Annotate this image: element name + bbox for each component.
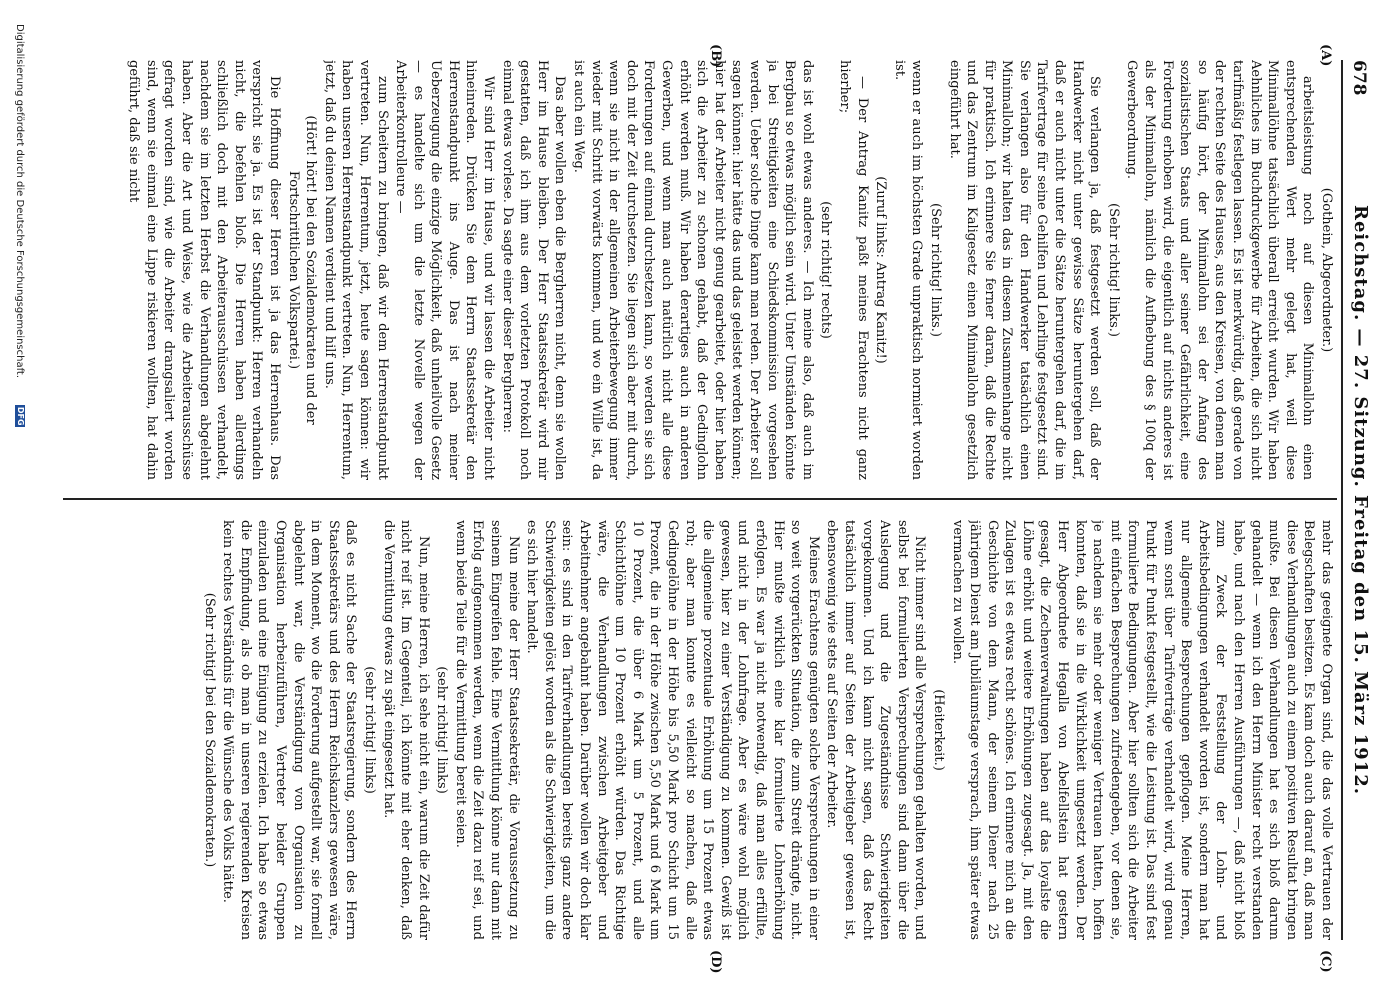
paragraph: Die Hoffnung dieser Herren ist ja das Herrenhaus. Das verspricht sie ja. Es ist der Standpunkt: Herren verhandeln nicht, die befehlen bloß. Die Herren haben allerdings schließlich doch mit den Arbeiterausschüssen verhandelt, nachdem sie im letzten Herbst die Verhandlungen abgelehnt haben. Aber die Art und Weise, wie die Arbeiterausschüsse gefragt worden sind, wie die Arbeiter drangsaliert worden sind, wenn sie einmal eine Lippe riskieren wollten, hat dahin geführt, daß sie nicht [126,60,282,480]
margin-letter-a: (A) [1318,44,1333,67]
paragraph: Nicht immer sind alle Versprechungen gehalten worden, und selbst bei formulierten Versprechungen sind dann über die Auslegung und die Zugeständnisse Schwierigkeiten vorgekommen. Und ich kann nicht sagen, daß das Recht tatsächlich immer auf Seiten der Arbeitgeber gewesen ist, ebensowenig wie stets auf Seiten der Arbeiter. [824,520,928,940]
speaker-note: (Gothein, Abgeordneter.) [1319,187,1334,353]
paragraph: das ist wohl etwas anderes. — Ich meine also, daß auch im Bergbau so etwas möglich sein wird. Unter Umständen könnte ja bei Streitigkeiten eine Schiedskommission vorgesehen werden. Ueber solche Dinge kann man reden. Der Arbeiter soll sagen können: hier hätte das und das geleistet werden können; hier hat der Arbeiter nicht genug gearbeitet, oder hier haben sich die Arbeiter zu schonen gehabt, daß der Gedinglohn erhöht werden muß. Wir haben derartiges auch in anderen Gewerben, und wenn man auch natürlich nicht alle diese Forderungen auf einmal durchsetzen kann, so werden sie sich doch mit der Zeit durchsetzen. Sie liegen sich aber mit durch, wenn sie nicht in der allgemeinen Arbeiterbewegung immer wieder mit Schritt vorwärts kommen, und wo ein Wille ist, da ist auch ein Weg. [571,60,815,480]
margin-letter-c: (C) [1318,950,1333,973]
column-divider [63,498,1337,500]
quotation: zum Scheitern zu bringen, daß wir dem Herrenstandpunkt vertreten. Nun, Herrentum, jetzt, heute sagen können: wir haben unseren Herrenstandpunkt vertreten. Nun, Herrentum, jetzt, daß du deinen Namen verdient und hilf uns. [321,60,390,480]
interjection: (Zuruf links: Antrag Kanitz!) [873,176,889,364]
quotation: Wir sind Herr im Hause, und wir lassen die Arbeiter nicht hineinreden. Drücken Sie dem Herrn Staatssekretär den Herrenstandpunkt ins Auge. Das ist nach meiner Ueberzeugung die einzige Möglichkeit, daß unheilvolle Gesetz — es handelte sich um die letzte Novelle wegen der Arbeiterkontrolleure — [393,60,497,480]
interjection: (sehr richtig! links) [434,666,450,794]
paragraph: wenn er auch im höchsten Grade unpraktisch normiert worden ist. [891,60,925,480]
dfg-logo-icon: DFG [16,406,25,426]
interjection: (Sehr richtig! bei den Sozialdemokraten.) [201,592,217,868]
paragraph: — Der Antrag Kanitz paßt meines Erachtens nicht ganz hierher; [836,60,870,480]
paragraph: arbeitsleistung noch auf diesen Minimallohn einen entsprechenden Wert mehr gelegt hat, weil diese Minimallöhne tatsächlich überall erreicht wurden. Wir haben Aehnliches im Buchdruckgewerbe für Arbeiten, die sich nicht tarifmäßig festlegen lassen. Es ist merkwürdig, daß gerade von der rechten Seite des Hauses, aus den Kreisen, von denen man so häufig hört, der Minimallohn sei der Anfang des sozialistischen Staats und aller seiner Gefährlichkeit, eine Forderung erhoben wird, die eigentlich auf nichts anderes ist als der Minimallohn, nämlich die Aufhebung des § 100q der Gewerbeordnung. [1124,60,1316,480]
paragraph: Das aber wollen eben die Bergherren nicht, denn sie wollen Herr im Hause bleiben. Der Herr Staatssekretär wird mir gestatten, daß ich ihm aus dem vorletzten Protokoll noch einmal etwas vorlese. Da sagte einer dieser Bergherren: [499,60,568,480]
interjection: (Hört! hört! bei den Sozialdemokraten und der Fortschrittlichen Volkspartei.) [285,115,319,425]
paragraph: daß es nicht Sache der Staatsregierung, sondern des Herrn Staatssekretärs und des Herrn Reichskanzlers gewesen wäre, in dem Moment, wo die Forderung aufgestellt war, sie formell abgelehnt war, die Verständigung von Organisation zu Organisation herbeizuführen, Vertreter beider Gruppen einzuladen und eine Einigung zu erzielen. Ich habe so etwas die Empfindung, als ob man in unseren regierenden Kreisen kein rechtes Verständnis für die Wünsche des Volks hätte. [220,520,359,940]
digitization-footer [14,0,25,1000]
page-number: 678 [1349,60,1369,96]
margin-letter-d: (D) [708,950,723,974]
margin-letter-b: (B) [708,44,723,68]
paragraph: Sie verlangen ja, daß festgesetzt werden soll, daß der Handwerker nicht unter gewisse Sätze heruntergehen darf, daß er auch nicht unter die Sätze heruntergehen darf, die im Tarifvertrage für seine Gehilfen und Lehrlinge festgesetzt sind. Sie verlangen also für den Handwerker tatsächlich einen Minimallohn; wir halten das in diesem Zusammenhange nicht für praktisch. Ich erinnere Sie ferner daran, daß die Rechte und das Zentrum im Kaligesetz einen Minimallohn gesetzlich eingeführt hat. [946,60,1103,480]
running-head: Reichstag. — 27. Sitzung. Freitag den 15. März 1912. [1350,204,1371,795]
interjection: (sehr richtig! links) [361,666,377,794]
interjection: (Sehr richtig! links.) [927,203,943,337]
right-column [65,520,1335,940]
paragraph: Meines Erachtens genügten solche Versprechungen in einer so weit vorgerückten Situation, die zum Streit drängte, nicht. Hier mußte wirklich eine klar formulierte Lohnerhöhung erfolgen. Es war ja nicht notwendig, daß man alles erfüllte, und nicht in der Lohnfrage. Aber es wäre wohl möglich gewesen, hier zu einer Verständigung zu kommen. Gewiß ist die allgemeine prozentuale Erhöhung um 15 Prozent etwas roh; aber man konnte es vielleicht so machen, daß alle Gedingelöhne in der Höhe bis 5,50 Mark pro Schicht um 15 Prozent, die in der Höhe zwischen 5,50 Mark und 6 Mark um 10 Prozent, die über 6 Mark um 5 Prozent, und alle Schichtlöhne um 10 Prozent erhöht würden. Das Richtige wäre, die Verhandlungen zwischen Arbeitgeber und Arbeitnehmer angebahnt haben. Darüber wollen wir doch klar sein: es sind in den Tarifverhandlungen bereits ganz andere Schwierigkeiten gelöst worden als die Schwierigkeiten, um die es sich hier handelt. [524,520,821,940]
interjection: (Sehr richtig! links.) [1105,203,1121,337]
paragraph: Nun meine der Herr Staatssekretär, die Voraussetzung zu seinem Eingreifen fehle. Eine Vermittlung könne nur dann mit Erfolg aufgenommen werden, wenn die Zeit dazu reif sei, und wenn beide Teile für die Vermittlung bereit seien. [452,520,521,940]
interjection: (Heiterkeit.) [930,689,946,771]
paragraph: Nun, meine Herren, ich sehe nicht ein, warum die Zeit dafür nicht reif ist. Im Gegenteil, ich könnte mit eher denken, daß die Vermittlung etwas zu spät eingesetzt hat. [380,520,431,940]
left-column [65,60,1335,480]
page-header [1347,60,1373,940]
header-rule [1341,60,1343,940]
paragraph: mehr das geeignete Organ sind, die das volle Vertrauen der Belegschaften besitzen. Es kam doch auch darauf an, daß man diese Verhandlungen auch zu einem positiven Resultat bringen mußte. Bei diesen Verhandlungen hat es sich bloß darum gehandelt — wenn ich den Herrn Minister recht verstanden habe, und nach den Herren Ausführungen —, daß nicht bloß zum Zweck der Feststellung der Lohn- und Arbeitsbedingungen verhandelt worden ist, sondern man hat nur allgemeine Besprechungen gepflogen. Meine Herren, wenn sonst über Tarifverträge verhandelt wird, wird genau Punkt für Punkt festgestellt, wie die Leistung ist. Das sind fest formulierte Bedingungen. Aber hier sollten sich die Arbeiter mit einfachen Besprechungen zufriedengeben, vor denen sie, je nachdem sie mehr oder weniger Vertrauen hatten, hoffen konnten, daß sie in die Wirklichkeit umgesetzt werden. Der Herr Abgeordnete Hegalla von Abelfellstein hat gestern gesagt, die Zechenverwaltungen haben auf das loyalste die Löhne erhöht und weitere Erhöhungen zugesagt. Ja, mit den Zulagen ist es etwas recht schönes. Ich erinnere mich an die Geschichte von dem Mann, der seinem Diener nach 25 jährigem Dienst am Jubiläumstage versprach, ihm später etwas vermachen zu wollen. [949,520,1334,940]
footer-credit: Digitalisierung gefördert durch die Deutsche Forschungsgemeinschaft. [14,24,25,379]
interjection: (sehr richtig! rechts) [818,201,834,339]
